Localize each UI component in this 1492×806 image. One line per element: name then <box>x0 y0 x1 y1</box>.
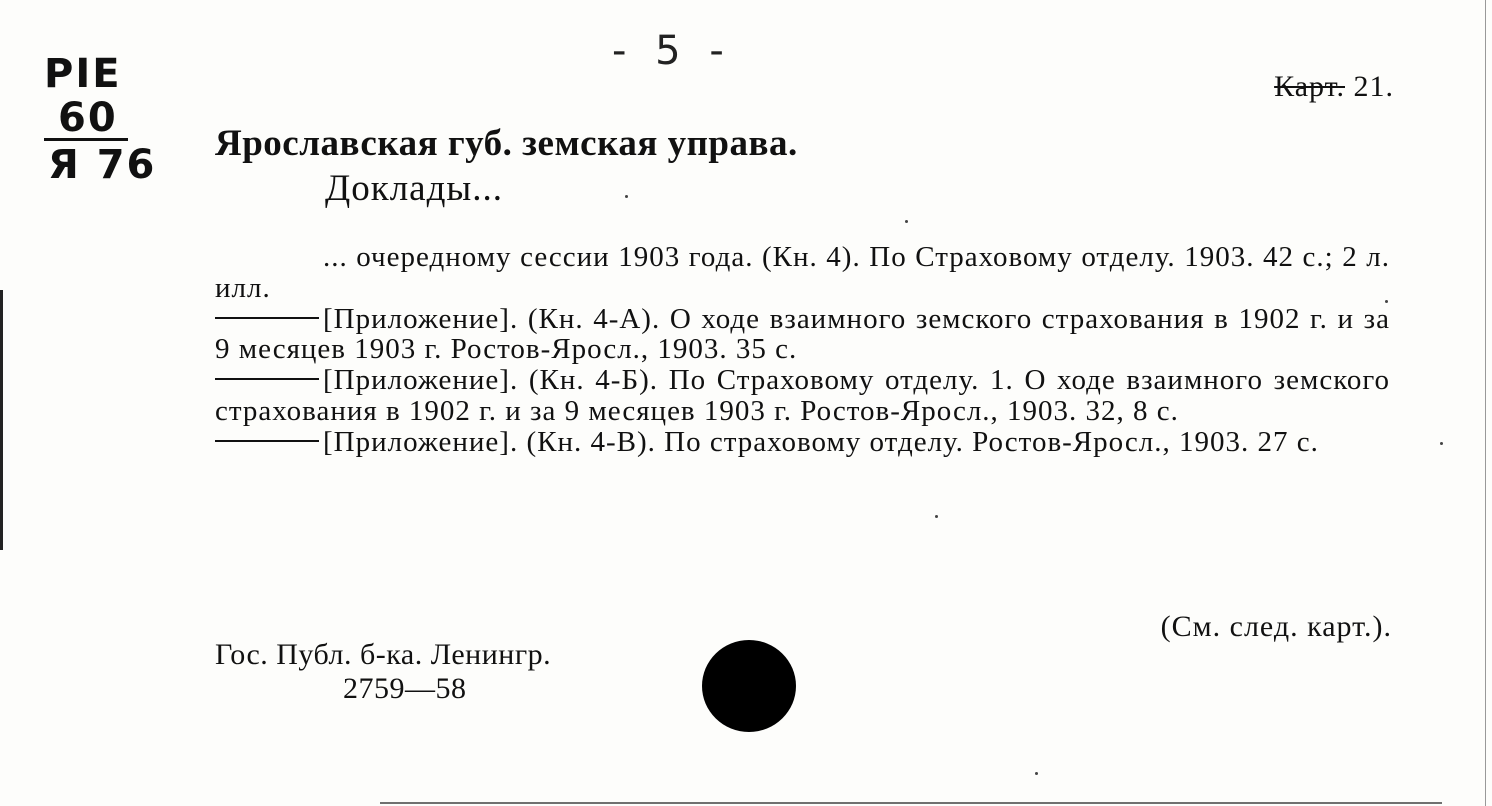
library-stamp <box>215 638 551 706</box>
repeat-dash <box>215 378 319 380</box>
scan-speck <box>1035 772 1038 775</box>
entry-text: [Приложение]. (Кн. 4-В). По страховому отделу. Ростов-Яросл., 1903. 27 с. <box>323 425 1319 458</box>
page-number: - 5 - <box>612 28 732 74</box>
scan-speck <box>905 220 908 223</box>
scan-edge-right <box>1485 0 1486 806</box>
shelfmark-line-1: PIE <box>44 51 122 97</box>
scan-edge-left <box>0 290 3 550</box>
repeat-dash <box>215 440 319 442</box>
scan-speck <box>1440 442 1443 445</box>
handwritten-shelfmark <box>44 50 164 189</box>
shelfmark-line-3: Я 76 <box>48 142 157 188</box>
accession-number: 2759—58 <box>343 672 467 705</box>
entry-supplement-v <box>215 427 1390 458</box>
shelfmark-line-2: 60 <box>44 98 128 141</box>
entry-supplement-b <box>215 365 1390 427</box>
bibliographic-entries <box>215 242 1390 458</box>
entry-text: [Приложение]. (Кн. 4-Б). По Страховому отделу. 1. О ходе взаимного земского страхования в 1902 г. и за 9 месяцев 1903 г. Ростов-Яросл., 1903. 32, 8 с. <box>215 364 1390 427</box>
entry-text: [Приложение]. (Кн. 4-А). О ходе взаимного земского страхования в 1902 г. и за 9 месяцев 1903 г. Ростов-Яросл., 1903. 35 с. <box>215 302 1390 366</box>
entry-supplement-a <box>215 304 1390 366</box>
scan-speck <box>625 195 628 198</box>
library-name: Гос. Публ. б-ка. Ленингр. <box>215 638 552 671</box>
repeat-dash <box>215 317 319 319</box>
punch-hole <box>702 640 796 732</box>
entry-text: ... очередному сессии 1903 года. (Кн. 4). По Страховому отделу. 1903. 42 с.; 2 л. илл. <box>215 241 1390 304</box>
card-number-value: 21 <box>1353 70 1386 103</box>
see-next-card-note: (См. след. карт.). <box>1160 610 1392 643</box>
title-heading: Доклады... <box>325 168 504 209</box>
corporate-author-heading: Ярославская губ. земская управа. <box>215 123 798 164</box>
scan-speck <box>1385 300 1388 303</box>
scan-edge-bottom <box>380 802 1442 804</box>
card-number: Карт. 21. <box>1274 70 1394 103</box>
scan-speck <box>935 515 938 518</box>
card-number-label: Карт. <box>1274 70 1345 103</box>
entry-main <box>215 242 1390 304</box>
